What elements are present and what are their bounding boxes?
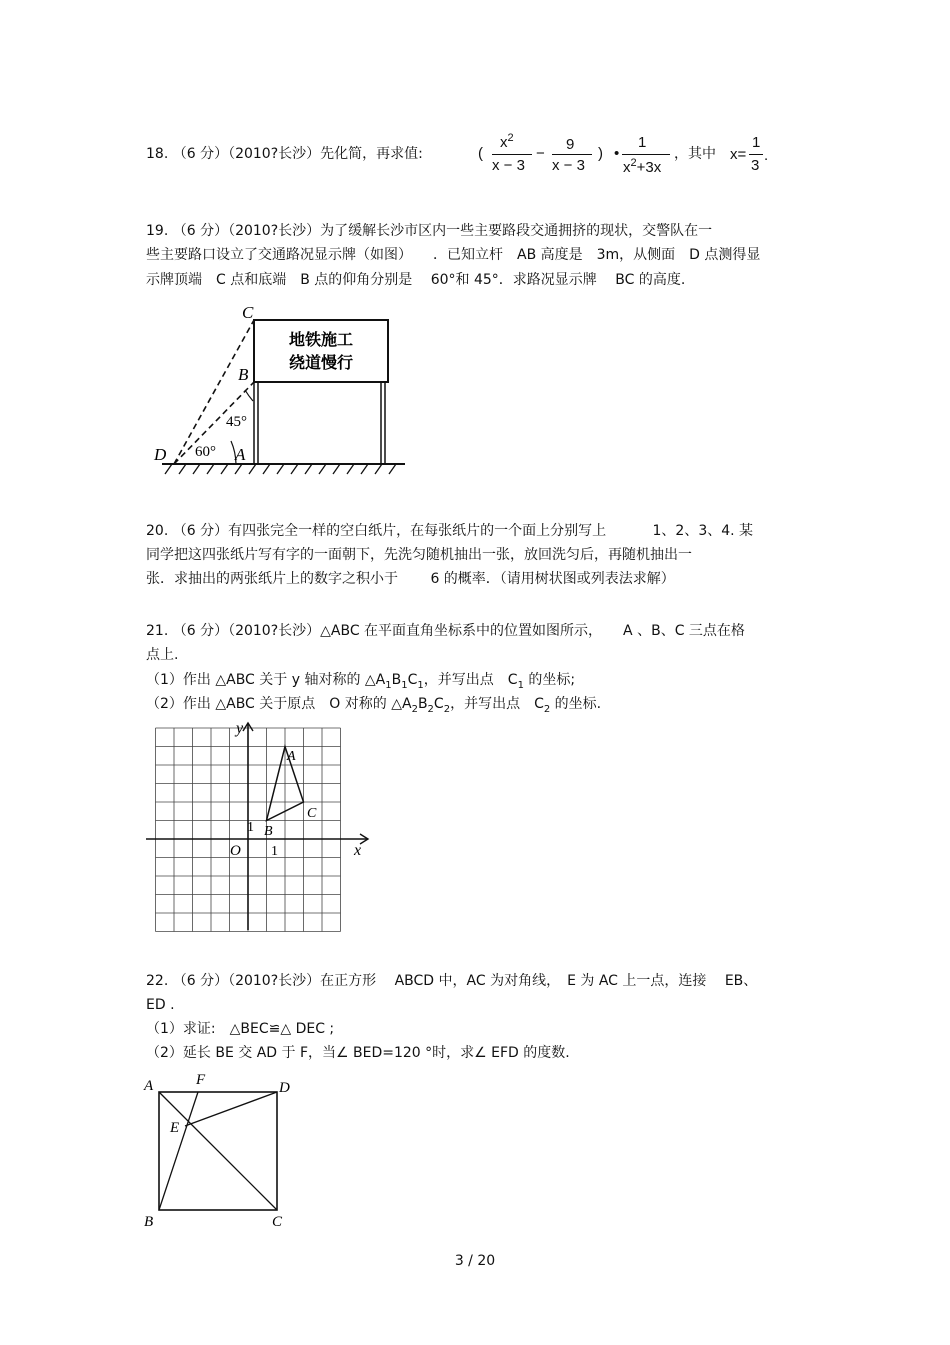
q19-sign-figure xyxy=(140,298,410,488)
q18-frac3-num: 1 xyxy=(638,134,647,151)
q18-where: ，其中 xyxy=(674,146,716,162)
q18-stem: 18. （6 分）（2010?长沙）先化简，再求值: xyxy=(146,146,423,162)
q21-coordinate-grid xyxy=(140,715,380,935)
q22-part2: （2）延长 BE 交 AD 于 F，当∠ BED=120 °时，求∠ EFD 的度数. xyxy=(146,1045,570,1061)
q18-xval-num: 1 xyxy=(752,134,761,151)
q18-open-paren: ( xyxy=(478,145,483,162)
q18-close-paren: ) xyxy=(598,145,603,162)
q19-line3: 示牌顶端 C 点和底端 B 点的仰角分别是 60°和 45°．求路况显示牌 BC 的高度. xyxy=(146,272,686,288)
q18-xval-den: 3 xyxy=(751,157,760,174)
q18-frac2-num: 9 xyxy=(566,136,575,153)
point-label-B: B xyxy=(264,824,273,839)
q18-times: • xyxy=(614,145,620,162)
sight-line-DC xyxy=(174,320,254,464)
label-C: C xyxy=(242,303,254,322)
point-label-E: E xyxy=(170,1120,180,1136)
q20-line1: 20. （6 分）有四张完全一样的空白纸片，在每张纸片的一个面上分别写上 1、2、3、4. 某 xyxy=(146,523,754,539)
sign-text-line1: 地铁施工 xyxy=(288,330,354,349)
origin-label: O xyxy=(230,843,241,859)
point-label-F: F xyxy=(196,1072,206,1088)
point-label-A: A xyxy=(287,749,296,764)
point-label-D: D xyxy=(279,1080,290,1096)
angle-arc-45 xyxy=(245,390,253,401)
q18-xval-bar xyxy=(749,154,763,155)
q22-line1: 22. （6 分）（2010?长沙）在正方形 ABCD 中，AC 为对角线， E 为 AC 上一点，连接 EB、 xyxy=(146,973,758,989)
q19-line2: 些主要路口设立了交通路况显示牌（如图） ．已知立杆 AB 高度是 3m，从侧面 D 点测得显 xyxy=(146,247,761,263)
diagonal-AC xyxy=(159,1092,277,1210)
q22-square-figure xyxy=(140,1068,300,1233)
segment-BF xyxy=(159,1092,198,1210)
q18-x-eq: x= xyxy=(730,146,747,163)
q18-frac1-den: x − 3 xyxy=(492,157,525,174)
q18-frac2-den: x − 3 xyxy=(552,157,585,174)
q18-minus: − xyxy=(536,145,545,162)
point-label-B: B xyxy=(144,1214,154,1230)
q18-frac2-bar xyxy=(552,154,592,155)
ground-hatching xyxy=(165,464,396,474)
q18-frac1-num: $x^2$ xyxy=(500,132,514,151)
q18-frac1-bar xyxy=(492,154,532,155)
q21-part1: （1）作出 △ABC 关于 y 轴对称的 $\triangle A_1B_1C_1$，并写出点 $C_1$ 的坐标; xyxy=(146,672,576,691)
sign-text-line2: 绕道慢行 xyxy=(288,353,354,372)
q21-part2: （2）作出 △ABC 关于原点 O 对称的 $\triangle A_2B_2C_2$，并写出点 $C_2$ 的坐标. xyxy=(146,696,602,715)
point-label-A: A xyxy=(144,1078,154,1094)
label-D: D xyxy=(154,445,167,464)
point-label-C: C xyxy=(307,806,317,821)
q22-part1: （1）求证: △BEC≌△ DEC ; xyxy=(146,1021,335,1037)
point-label-C: C xyxy=(272,1214,283,1230)
label-B: B xyxy=(238,365,249,384)
page-number: 3 / 20 xyxy=(454,1253,496,1269)
q18-expression xyxy=(470,130,770,182)
q20-line2: 同学把这四张纸片写有字的一面朝下，先洗匀随机抽出一张，放回洗匀后，再随机抽出一 xyxy=(146,547,692,563)
q20-line3: 张．求抽出的两张纸片上的数字之积小于 6 的概率．（请用树状图或列表法求解） xyxy=(146,571,675,587)
q21-line1: 21. （6 分）（2010?长沙）△ABC 在平面直角坐标系中的位置如图所示， A 、B、C 三点在格 xyxy=(146,623,745,639)
tick-label-y1: 1 xyxy=(247,820,254,835)
q18-frac3-den: $x^2+3x$ xyxy=(623,157,662,176)
q21-line2: 点上. xyxy=(146,647,179,663)
tick-label-x1: 1 xyxy=(271,844,278,859)
axis-label-y: y xyxy=(236,720,244,737)
q18-period: . xyxy=(764,147,769,164)
label-60deg: 60° xyxy=(195,444,216,460)
segment-ED xyxy=(185,1092,277,1126)
q22-line2: ED . xyxy=(146,997,175,1013)
label-A: A xyxy=(235,445,246,464)
q19-line1: 19. （6 分）（2010?长沙）为了缓解长沙市区内一些主要路段交通拥挤的现状，交警队在一 xyxy=(146,223,713,239)
q18-frac3-bar xyxy=(622,154,670,155)
label-45deg: 45° xyxy=(226,414,247,430)
axis-label-x: x xyxy=(354,842,362,859)
